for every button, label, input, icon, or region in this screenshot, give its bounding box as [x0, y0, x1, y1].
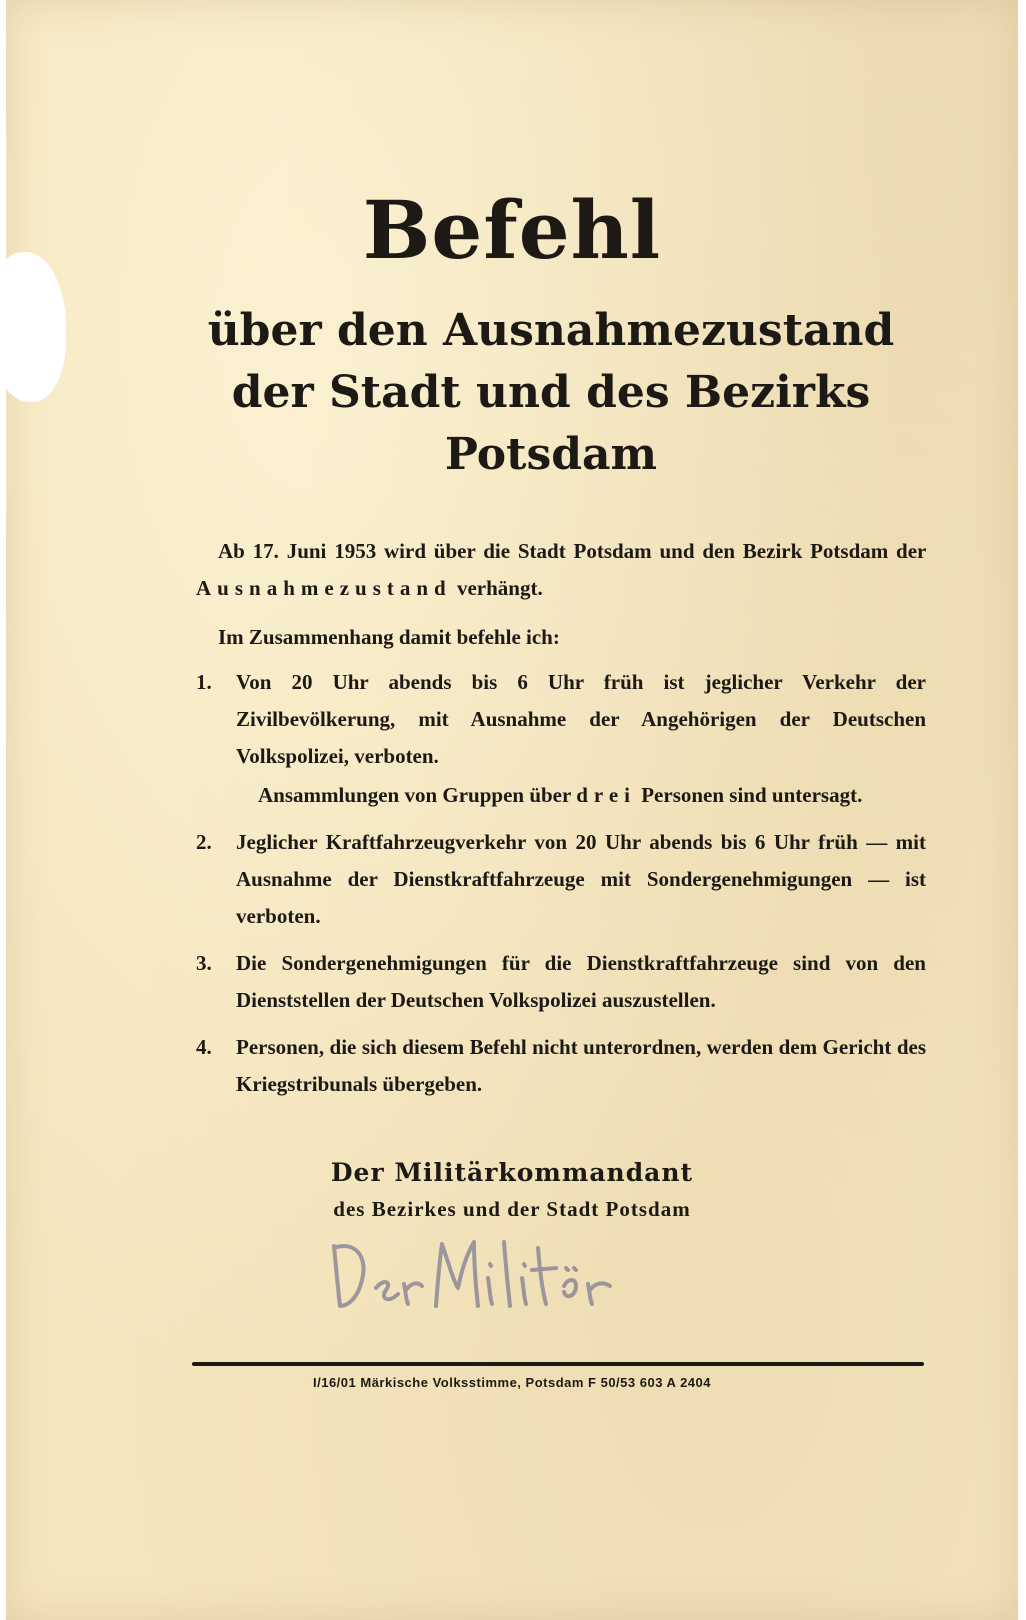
printer-imprint: I/16/01 Märkische Volksstimme, Potsdam F 50/53 603 A 2404: [313, 1375, 711, 1390]
order-point: [196, 824, 926, 935]
order-body: [196, 533, 926, 1113]
signer-title: Der Militärkommandant: [330, 1158, 694, 1187]
order-point: [196, 664, 926, 814]
point-number: 3.: [196, 951, 212, 975]
point-number: 2.: [196, 830, 212, 854]
order-points: [196, 664, 926, 1103]
subtitle-line: über den Ausnahmezustand: [207, 305, 895, 356]
point-text: Von 20 Uhr abends bis 6 Uhr früh ist jeglicher Verkehr der Zivilbevölkerung, mit Ausnahme der Angehörigen der Deutschen Volkspolizei, verboten.: [236, 670, 926, 768]
handwritten-stamp: [326, 1228, 626, 1318]
document-subtitle: [156, 300, 946, 486]
point-text: Die Sondergenehmigungen für die Dienstkraftfahrzeuge sind von den Dienststellen der Deutschen Volkspolizei auszustellen.: [236, 951, 926, 1012]
torn-edge: [0, 252, 66, 402]
point-subparagraph: [236, 777, 926, 814]
intro-paragraph: [196, 533, 926, 607]
order-point: [196, 1029, 926, 1103]
signature-block: [6, 1158, 1018, 1222]
point-number: 1.: [196, 670, 212, 694]
lead-sentence: Im Zusammenhang damit befehle ich:: [218, 625, 560, 649]
subtitle-line: der Stadt und des Bezirks: [231, 367, 871, 418]
point-text: Personen, die sich diesem Befehl nicht unterordnen, werden dem Gericht des Kriegstribunals übergeben.: [236, 1035, 926, 1096]
intro-emphasis: Ausnahmezustand: [196, 576, 452, 600]
point-number: 4.: [196, 1035, 212, 1059]
document-title: Befehl: [362, 183, 662, 277]
intro-text: Ab 17. Juni 1953 wird über die Stadt Potsdam und den Bezirk Potsdam der: [218, 539, 926, 563]
footer-rule: [192, 1362, 924, 1366]
poster-sheet: [6, 0, 1018, 1620]
sub-text-end: Personen sind untersagt.: [641, 783, 863, 807]
signer-subtitle: des Bezirkes und der Stadt Potsdam: [333, 1197, 691, 1221]
sub-text: Ansammlungen von Gruppen über: [258, 783, 571, 807]
subtitle-line: Potsdam: [444, 429, 658, 480]
order-point: [196, 945, 926, 1019]
intro-text-end: verhängt.: [456, 576, 543, 600]
sub-emphasis: drei: [576, 783, 636, 807]
point-text: Jeglicher Kraftfahrzeugverkehr von 20 Uhr abends bis 6 Uhr früh — mit Ausnahme der Dienstkraftfahrzeuge mit Sondergenehmigungen — ist verboten.: [236, 830, 926, 928]
